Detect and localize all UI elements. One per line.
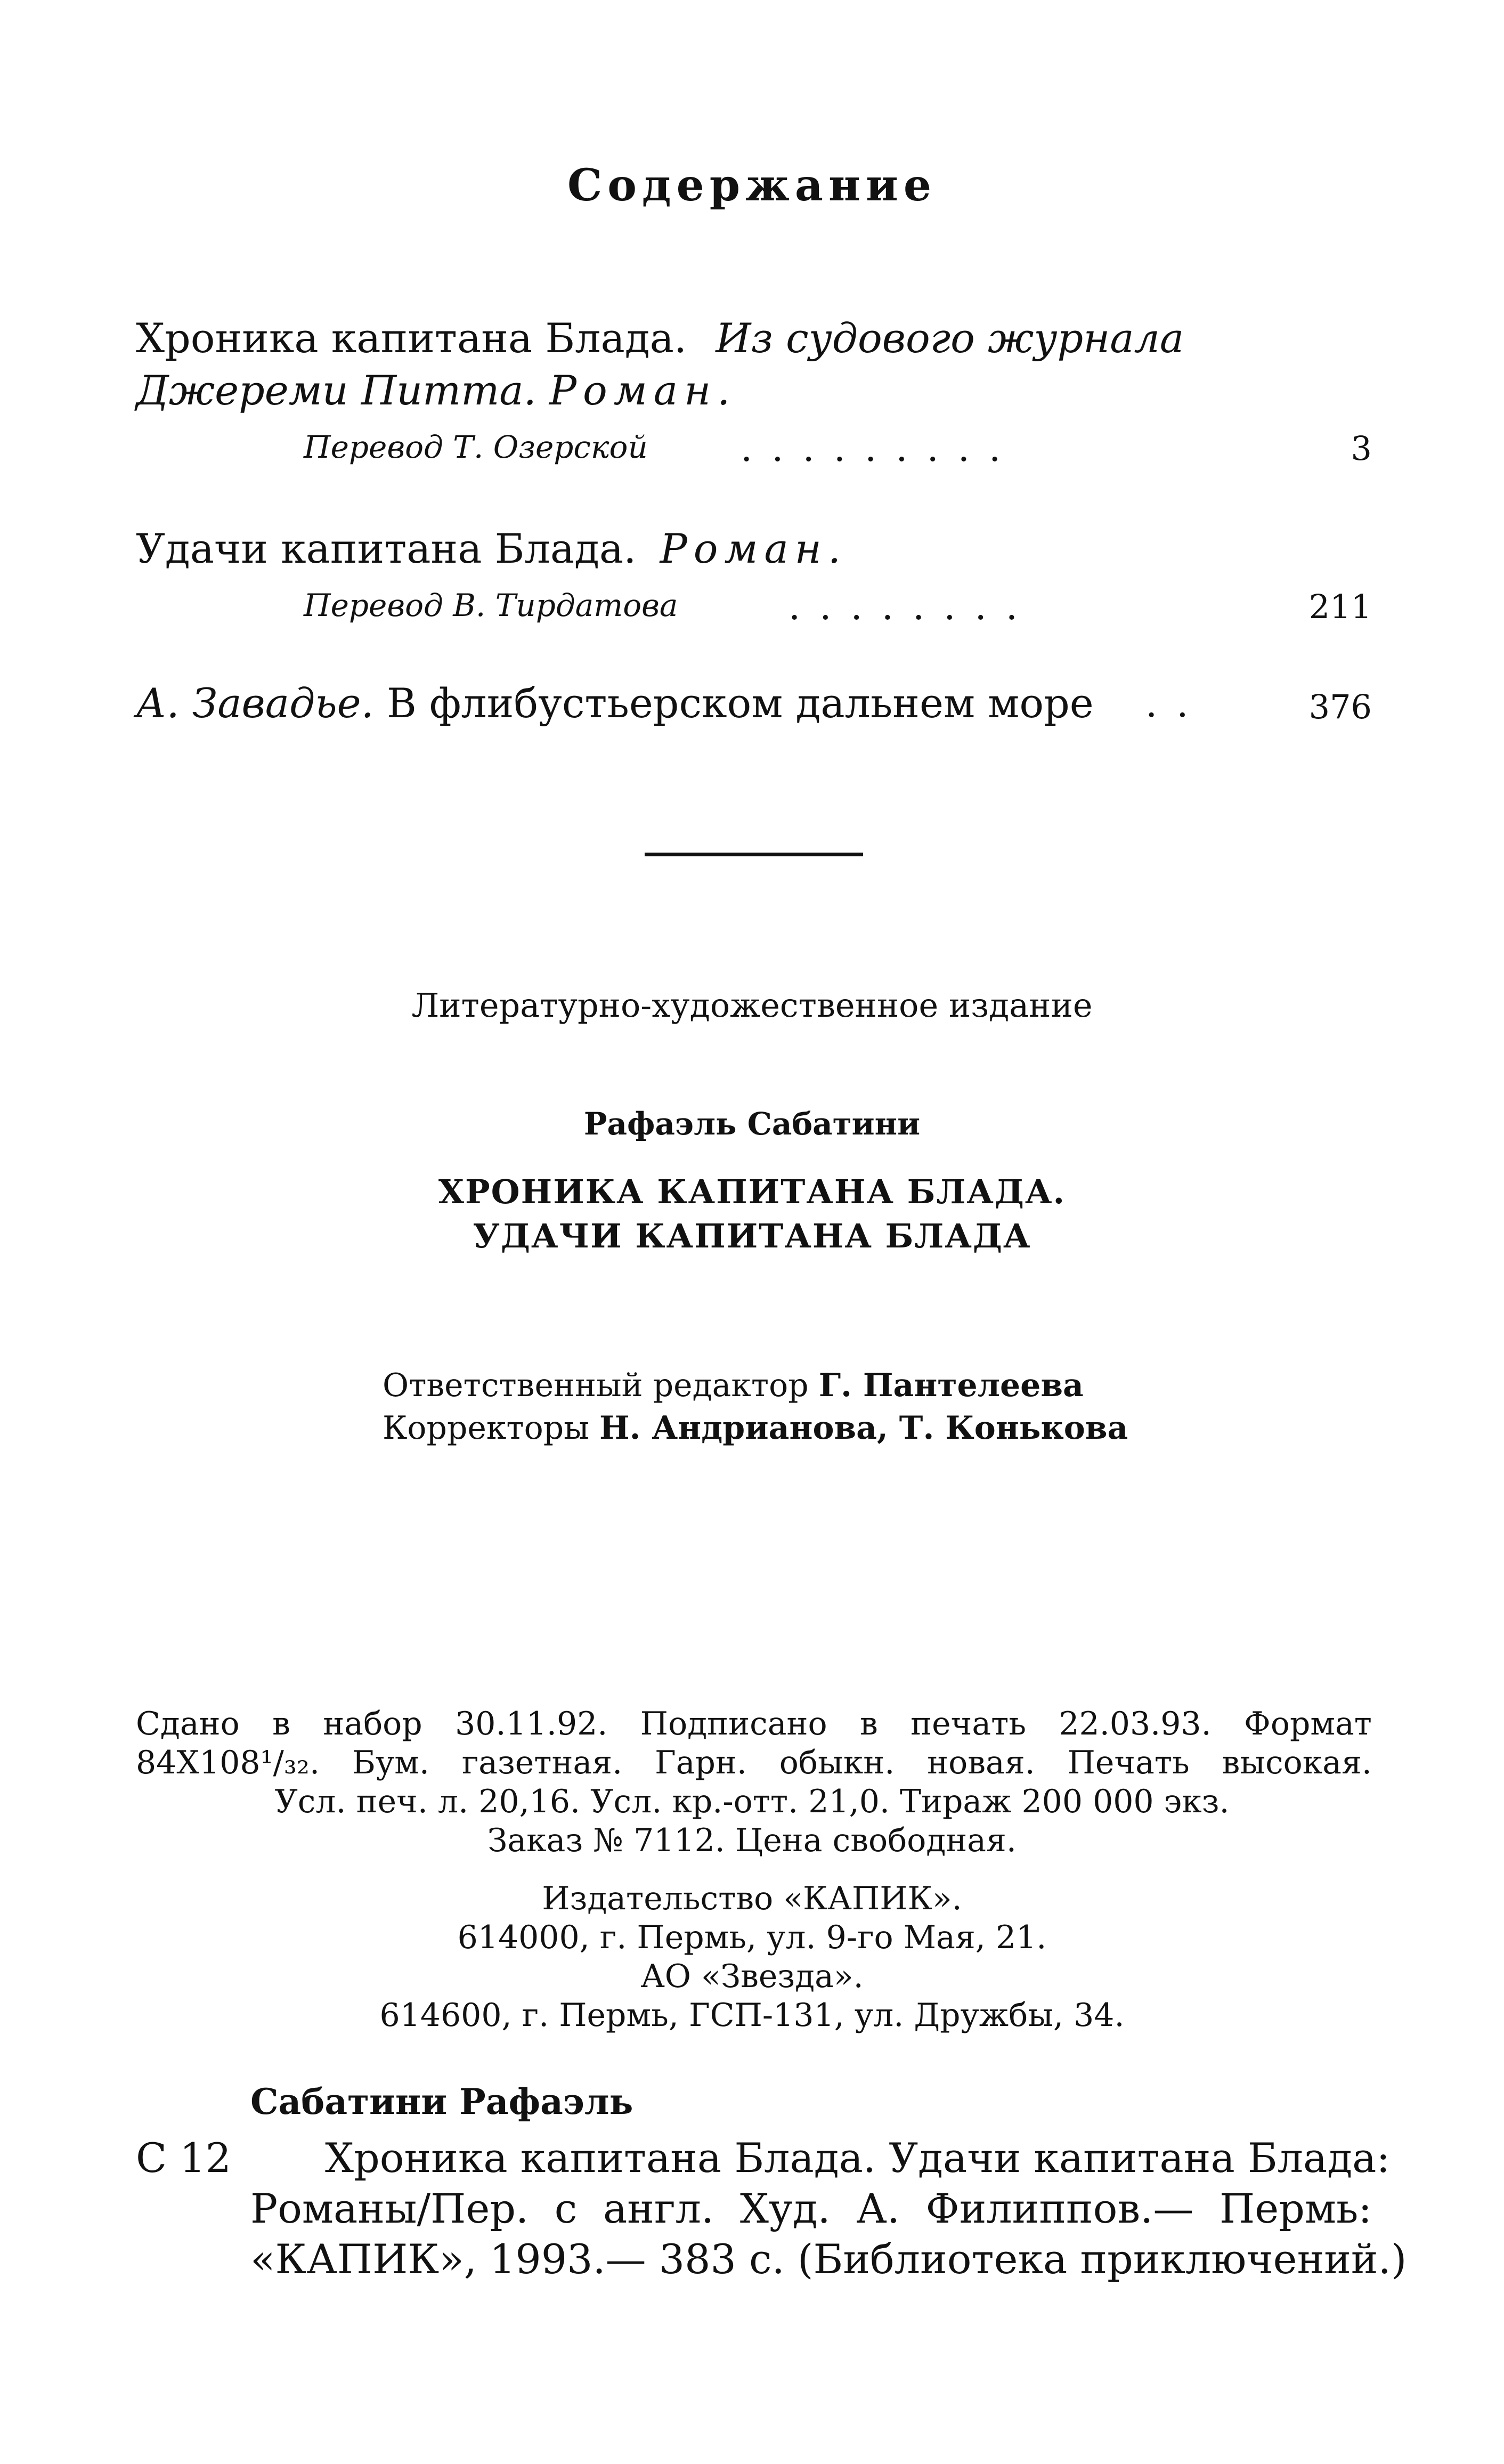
catalog-author: Сабатини Рафаэль — [250, 2081, 633, 2122]
toc-entry-1-subtitle: Из судового журнала — [716, 314, 1184, 362]
printer-address: 614600, г. Пермь, ГСП-131, ул. Дружбы, 34. — [379, 1997, 1125, 2034]
toc-entry-1-page: 3 — [1351, 429, 1372, 468]
toc-entry-1-line-1 — [136, 314, 1372, 362]
toc-entry-2-page: 211 — [1308, 587, 1372, 626]
imprint-line-1: Сдано в набор 30.11.92. Подписано в печать 22.03.93. Формат — [136, 1705, 1372, 1742]
toc-entry-3-leader: .. — [1145, 682, 1208, 726]
toc-heading: Содержание — [567, 160, 937, 211]
toc-entry-2-line-1 — [136, 525, 1372, 572]
toc-entry-2-title: Удачи капитана Блада. — [136, 525, 637, 572]
imprint-line-4: Заказ № 7112. Цена свободная. — [487, 1822, 1017, 1859]
correctors-names: Н. Андрианова, Т. Конькова — [599, 1409, 1128, 1447]
editor-label: Ответственный редактор — [383, 1367, 809, 1404]
publisher-address: 614000, г. Пермь, ул. 9-го Мая, 21. — [457, 1919, 1047, 1956]
toc-entry-1-genre: Роман. — [549, 367, 737, 414]
book-author: Рафаэль Сабатини — [583, 1106, 921, 1142]
toc-entry-3-author: А. Завадье. — [136, 679, 374, 727]
toc-entry-1-title: Хроника капитана Блада. — [136, 314, 687, 362]
edition-type: Литературно-художественное издание — [411, 986, 1093, 1025]
toc-entry-1-translator: Перевод Т. Озерской — [304, 429, 648, 465]
toc-entry-3-title: В флибустьерском дальнем море — [386, 679, 1094, 727]
book-title-line-1: ХРОНИКА КАПИТАНА БЛАДА. — [438, 1172, 1066, 1211]
toc-entry-2-translator: Перевод В. Тирдатова — [304, 587, 678, 623]
catalog-line-1: Хроника капитана Блада. Удачи капитана Блада: — [325, 2134, 1391, 2182]
catalog-line-2: Романы/Пер. с англ. Худ. А. Филиппов.— Пермь: — [250, 2185, 1372, 2232]
book-title-line-2: УДАЧИ КАПИТАНА БЛАДА — [473, 1217, 1031, 1255]
catalog-index: С 12 — [136, 2134, 232, 2182]
publisher-name: Издательство «КАПИК». — [542, 1880, 962, 1917]
section-divider — [645, 853, 863, 856]
imprint-line-3: Усл. печ. л. 20,16. Усл. кр.-отт. 21,0. Тираж 200 000 экз. — [274, 1783, 1230, 1820]
toc-entry-1-leader: ......... — [741, 426, 1020, 470]
toc-entry-3-page: 376 — [1308, 687, 1372, 726]
editor-name: Г. Пантелеева — [818, 1367, 1084, 1404]
toc-entry-2-leader: ........ — [788, 585, 1037, 628]
correctors-label: Корректоры — [383, 1409, 589, 1447]
editor-line — [383, 1367, 1084, 1404]
toc-entry-2-genre: Роман. — [660, 525, 847, 572]
correctors-line — [383, 1409, 1128, 1447]
toc-entry-1-line-2 — [136, 367, 1372, 414]
catalog-line-3: «КАПИК», 1993.— 383 с. (Библиотека приключений.) — [250, 2235, 1407, 2283]
toc-entry-1-subtitle-cont: Джереми Питта. — [136, 367, 536, 414]
printer-name: АО «Звезда». — [640, 1958, 864, 1995]
imprint-line-2: 84Х108¹/₃₂. Бум. газетная. Гарн. обыкн. новая. Печать высокая. — [136, 1744, 1372, 1781]
